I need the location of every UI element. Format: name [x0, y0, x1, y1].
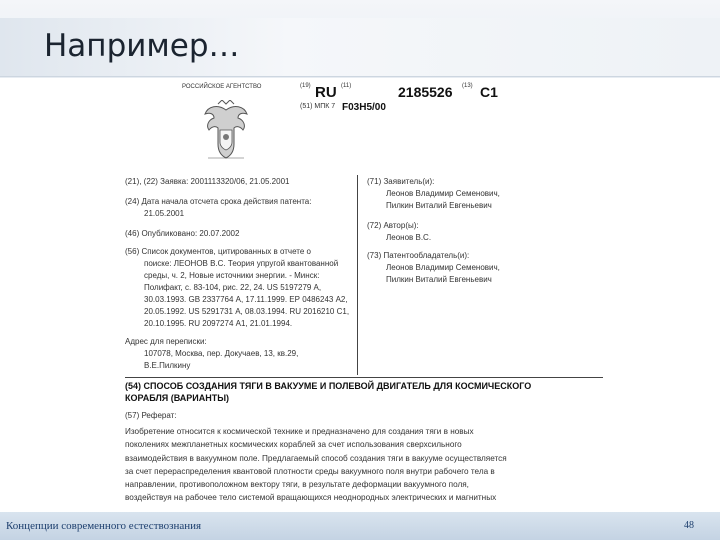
abstract-line: за счет перераспределения квантовой плотности среды вакуумного поля внутри рабочего тела в: [125, 466, 495, 476]
ipc-class: F03H5/00: [342, 102, 386, 113]
field-71: (71) Заявитель(и):: [367, 177, 435, 186]
field-56-line: (56) Список документов, цитированных в отчете о: [125, 247, 311, 256]
address-label: Адрес для переписки:: [125, 337, 207, 346]
field-56-line: 20.05.1992. US 5291731 А, 08.03.1994. RU 2016210 С1,: [144, 307, 350, 316]
patent-number: 2185526: [398, 84, 453, 100]
field-72: (72) Автор(ы):: [367, 221, 419, 230]
abstract-line: взаимодействия в вакуумном поле. Предлагаемый способ создания тяги в вакууме осуществляется: [125, 453, 507, 463]
field-56-line: среды, ч. 2, Новые источники энергии. - Минск:: [144, 271, 320, 280]
field-56-line: 20.10.1995. RU 2097274 А1, 21.01.1994.: [144, 319, 293, 328]
field-73: (73) Патентообладатель(и):: [367, 251, 470, 260]
author-name: Леонов В.С.: [386, 233, 432, 242]
abstract-text: [125, 425, 603, 505]
abstract-line: направлении, противоположном вектору тяги, в результате деформации вакуумного поля,: [125, 480, 469, 490]
field-46: (46) Опубликовано: 20.07.2002: [125, 229, 240, 238]
field-56-line: поиске: ЛЕОНОВ В.С. Теория упругой квантованной: [144, 259, 339, 268]
code-19: (19): [300, 83, 311, 89]
code-13: (13): [462, 83, 473, 89]
owner-name: Пилкин Виталий Евгеньевич: [386, 275, 492, 284]
abstract-label: (57) Реферат:: [125, 411, 177, 420]
abstract-line: поколениях межпланетных космических кораблей за счет использования сверхсильного: [125, 440, 462, 450]
code-11: (11): [341, 83, 352, 89]
address-line: 107078, Москва, пер. Докучаев, 13, кв.29,: [144, 349, 299, 358]
field-56-line: 30.03.1993. GB 2337764 А, 17.11.1999. ЕР 0486243 А2,: [144, 295, 348, 304]
patent-document: [110, 78, 615, 508]
field-24: (24) Дата начала отсчета срока действия патента:: [125, 197, 312, 206]
page-number: 48: [684, 520, 694, 531]
applicant-name: Пилкин Виталий Евгеньевич: [386, 201, 492, 210]
footer-course-title: Концепции современного естествознания: [6, 520, 202, 532]
field-21-22: (21), (22) Заявка: 2001113320/06, 21.05.2001: [125, 177, 290, 186]
kind-code: C1: [480, 84, 498, 100]
title-divider: [125, 377, 603, 378]
address-line: В.Е.Пилкину: [144, 361, 191, 370]
coat-of-arms-icon: [200, 100, 252, 162]
slide-title: Например…: [44, 28, 240, 64]
owner-name: Леонов Владимир Семенович,: [386, 263, 500, 272]
abstract-line: воздействуя на рабочее тело системой вращающихся неоднородных электрических и магнитных: [125, 493, 497, 503]
abstract-line: Изобретение относится к космической технике и предназначено для создания тяги в новых: [125, 427, 474, 436]
agency-name: РОССИЙСКОЕ АГЕНТСТВО: [182, 84, 262, 90]
field-56-line: Полифакт, с. 83-104, рис. 22, 24. US 5197279 А,: [144, 283, 322, 292]
country-code: RU: [315, 84, 337, 101]
code-51: (51) МПК 7: [300, 103, 336, 110]
applicant-name: Леонов Владимир Семенович,: [386, 189, 500, 198]
invention-title-cont: КОРАБЛЯ (ВАРИАНТЫ): [125, 393, 230, 403]
field-24-date: 21.05.2001: [144, 209, 185, 218]
invention-title: (54) СПОСОБ СОЗДАНИЯ ТЯГИ В ВАКУУМЕ И ПОЛЕВОЙ ДВИГАТЕЛЬ ДЛЯ КОСМИЧЕСКОГО: [125, 381, 532, 391]
column-divider: [357, 175, 358, 375]
